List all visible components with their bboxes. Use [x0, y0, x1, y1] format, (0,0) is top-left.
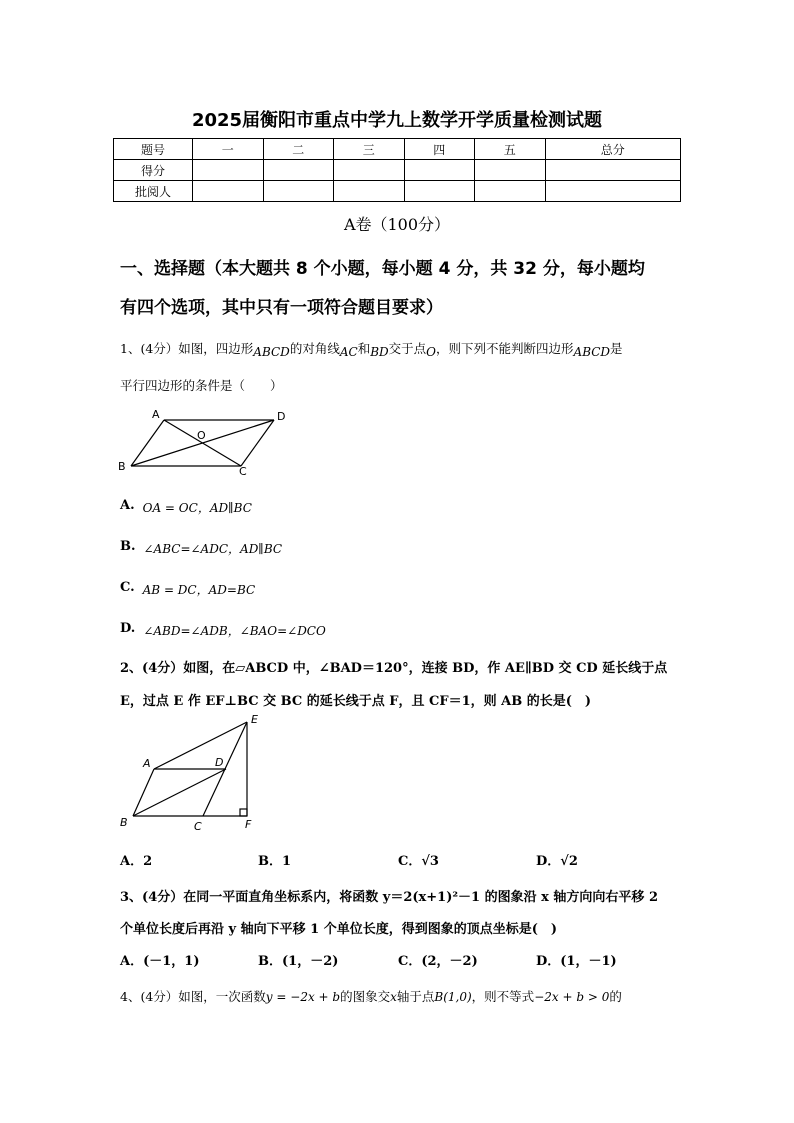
- segment-ba: [133, 769, 154, 816]
- question-4-line1: 4、(4分）如图，一次函数y = −2x + b的图象交x轴于点B(1,0)，则不等式−2x + b > 0的: [120, 989, 622, 1004]
- score-table-row: [114, 160, 681, 181]
- score-cell[interactable]: [193, 160, 264, 181]
- question-1-line1: 1、(4分）如图，四边形ABCD的对角线AC和BD交于点O，则下列不能判断四边形ABCD是: [120, 341, 623, 359]
- score-cell[interactable]: [475, 181, 546, 202]
- segment-bd: [133, 769, 226, 816]
- diagonal-bd: [131, 420, 274, 466]
- question-3-line2: 个单位长度后再沿 y 轴向下平移 1 个单位长度，得到图象的顶点坐标是( ): [120, 922, 558, 937]
- segment-ae: [154, 722, 247, 769]
- segment-ba: [131, 420, 164, 466]
- score-header-cell: 总分: [545, 139, 681, 160]
- question-3-line1: 3、(4分）在同一平面直角坐标系内，将函数 y＝2(x+1)²－1 的图象沿 x 轴方向向右平移 2: [120, 890, 658, 905]
- score-cell[interactable]: [404, 181, 475, 202]
- label-c: C: [239, 465, 247, 476]
- score-header-cell: 二: [263, 139, 334, 160]
- label-b: B: [118, 460, 126, 473]
- score-cell[interactable]: [475, 160, 546, 181]
- question-1-line2: 平行四边形的条件是（ ）: [120, 378, 283, 393]
- score-row-label: 得分: [114, 160, 193, 181]
- question-2-option-d[interactable]: D．√2: [536, 854, 578, 869]
- score-table-row: [114, 181, 681, 202]
- section-heading-line1: 一、选择题（本大题共 8 个小题，每小题 4 分，共 32 分，每小题均: [120, 259, 645, 279]
- label-o: O: [197, 429, 206, 442]
- label-a: A: [143, 757, 151, 770]
- question-1-figure: [114, 404, 304, 476]
- section-a-heading: A卷（100分）: [343, 215, 451, 234]
- score-cell[interactable]: [334, 160, 405, 181]
- score-table: [113, 138, 681, 202]
- score-cell[interactable]: [334, 181, 405, 202]
- question-3-option-b[interactable]: B．(1，－2): [258, 954, 339, 969]
- right-angle-mark: [240, 809, 247, 816]
- score-header-cell: 五: [475, 139, 546, 160]
- question-1-option-b[interactable]: B. ∠ABC=∠ADC，AD∥BC: [120, 539, 283, 556]
- label-b: B: [120, 816, 128, 829]
- question-3-option-a[interactable]: A．(－1，1): [120, 954, 200, 969]
- score-cell[interactable]: [404, 160, 475, 181]
- section-heading-line2: 有四个选项，其中只有一项符合题目要求）: [120, 298, 443, 318]
- label-c: C: [194, 820, 202, 833]
- question-3-option-c[interactable]: C．(2，－2): [398, 954, 478, 969]
- label-e: E: [251, 713, 258, 726]
- score-header-cell: 四: [404, 139, 475, 160]
- question-1-option-a[interactable]: A. OA = OC，AD∥BC: [120, 498, 252, 515]
- label-d: D: [277, 410, 286, 423]
- score-table-header-row: [114, 139, 681, 160]
- score-row-label: 批阅人: [114, 181, 193, 202]
- question-3-option-d[interactable]: D．(1，－1): [536, 954, 617, 969]
- question-2-option-b[interactable]: B．1: [258, 854, 292, 869]
- question-1-option-d[interactable]: D. ∠ABD=∠ADB，∠BAO=∠DCO: [120, 621, 326, 638]
- question-2-figure: [114, 712, 274, 838]
- question-2-line2: E，过点 E 作 EF⊥BC 交 BC 的延长线于点 F，且 CF＝1，则 AB 的长是( ): [120, 694, 592, 709]
- label-f: F: [245, 818, 252, 831]
- question-1-option-c[interactable]: C. AB = DC，AD=BC: [120, 580, 256, 597]
- page-title: 2025届衡阳市重点中学九上数学开学质量检测试题: [191, 110, 603, 131]
- label-a: A: [152, 408, 160, 421]
- segment-dc: [241, 420, 274, 466]
- score-cell[interactable]: [193, 181, 264, 202]
- score-cell[interactable]: [263, 181, 334, 202]
- score-cell[interactable]: [545, 160, 681, 181]
- score-header-cell: 一: [193, 139, 264, 160]
- score-cell[interactable]: [263, 160, 334, 181]
- score-cell[interactable]: [545, 181, 681, 202]
- score-header-cell: 三: [334, 139, 405, 160]
- label-d: D: [215, 756, 224, 769]
- question-2-line1: 2、(4分）如图，在▱ABCD 中，∠BAD＝120°，连接 BD，作 AE∥BD 交 CD 延长线于点: [120, 661, 668, 676]
- question-2-option-a[interactable]: A．2: [120, 854, 153, 869]
- question-2-option-c[interactable]: C．√3: [398, 854, 439, 869]
- score-header-cell: 题号: [114, 139, 193, 160]
